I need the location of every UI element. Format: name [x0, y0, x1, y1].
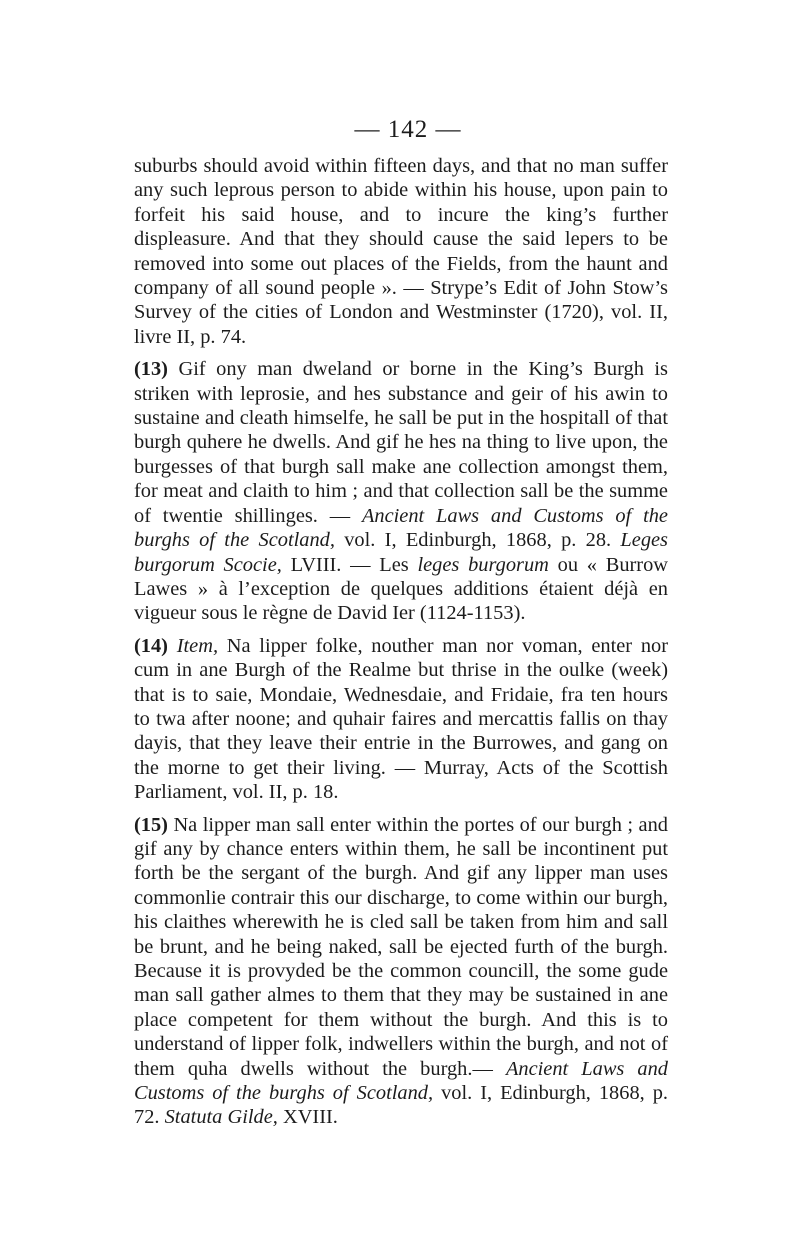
text-segment: Gif ony man dweland or borne in the King’s Burgh is striken with leprosie, and hes substance and geir of his awin to sustaine and cleath himselfe, he sall be put in the hospitall of that burgh quhere he dwells. And gif he hes na thing to live upon, the burgesses of that burgh sall make ane collection amongst them, for meat and claith to him ; and that collection sall be the summe of twentie shillinges. — [134, 358, 668, 527]
paragraph-15 [134, 813, 668, 1130]
page-body [134, 154, 668, 1130]
note-number: (14) [134, 634, 168, 657]
text-segment: XVIII. [277, 1106, 338, 1129]
text-segment: Na lipper man sall enter within the portes of our burgh ; and gif any by chance enters within them, he sall be incontinent put forth be the sergant of the burgh. And gif any lipper man uses commonlie contrair this our discharge, to come within our burgh, his claithes wherewith he is cled sall be taken from him and sall be brunt, and he being naked, sall be ejected furth of the burgh. Because it is provyded be the common councill, the some gude man sall gather almes to them that they may be sustained in ane place competent for them without the burgh. And this is to understand of lipper folk, indwellers within the burgh, and not of them quha dwells without the burgh.— [134, 813, 668, 1080]
citation-title: Ancient Laws and Customs of the burghs of Scotland, [134, 1057, 668, 1105]
citation-title: Statuta Gilde, [164, 1106, 278, 1129]
book-page [134, 108, 668, 1138]
text-segment: ou « Burrow Lawes » à l’exception de quelques additions étaient déjà en vigueur sous le règne de David Ier (1124-1153). [134, 553, 669, 625]
text-segment: Na lipper folke, nouther man nor voman, enter nor cum in ane Burgh of the Realme but thrise in the oulke (week) that is to saie, Mondaie, Wednesdaie, and Fridaie, fra ten hours to twa after noone; and quhair faires and mercattis fallis on thay dayis, that they leave their entrie in the Burrowes, and gang on the morne to get their living. — Murray, Acts of the Scottish Parliament, vol. II, p. 18. [134, 634, 668, 804]
citation-title: leges burgorum [417, 553, 549, 576]
note-number: (15) [134, 813, 168, 836]
note-number: (13) [134, 358, 168, 381]
text-segment: vol. I, Edinburgh, 1868, p. 28. [334, 529, 621, 552]
text-segment [168, 635, 177, 657]
text-segment: vol. I, Edinburgh, 1868, p. 72. [134, 1082, 668, 1129]
paragraph-13 [134, 357, 668, 625]
citation-title: Ancient Laws and Customs of the burghs of the Scotland, [134, 504, 668, 552]
citation-title: Item, [176, 634, 219, 657]
paragraph-14 [134, 634, 668, 805]
paragraph-continuation [134, 154, 668, 349]
text-segment: LVIII. — Les [281, 553, 418, 576]
text-segment: suburbs should avoid within fifteen days, and that no man suffer any such leprous person to abide within his house, upon pain to forfeit his said house, and to incure the king’s further displeasure. And that they should cause the said lepers to be removed into some out places of the Fields, from the haunt and company of all sound people ». — Strype’s Edit of John Stow’s Survey of the cities of London and Westminster (1720), vol. II, livre II, p. 74. [134, 155, 668, 348]
citation-title: Leges burgorum Scocie, [134, 529, 668, 576]
page-number: — 142 — [354, 116, 462, 143]
